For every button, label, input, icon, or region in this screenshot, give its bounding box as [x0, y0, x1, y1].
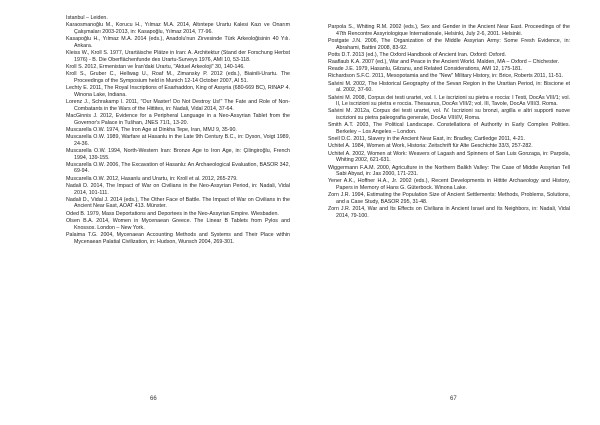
bibliography-entry: Uchitel A. 1984, Women at Work, Historia: Zeitschrift für Alte Geschichte 33/3, 257-282. — [328, 143, 533, 150]
page-number: 66 — [150, 396, 157, 402]
bibliography-entry: Muscarella O.W. 1974, The Iron Age at Dinkha Tepe, Iran, MMJ 9, 35-90. — [66, 126, 237, 133]
bibliography-entry: Istanbul – Leiden. — [66, 15, 108, 21]
bibliography-entry: Muscarella O.W. 1994, North-Western Iran: Bronze Age to Iron Age, in: Çilingiroğlu, French 1994, 139-155. — [66, 147, 290, 161]
bibliography-entry: Uchitel A. 2002, Women at Work: Weavers of Lagash and Spinners of San Luis Gonzaga, in: Parpola, Whiting 2002, 621-631. — [328, 150, 570, 164]
bibliography-entry: Parpola S., Whiting R.M. 2002 (eds.), Sex and Gender in the Ancient Near East. Proceedings of the 47th Rencontre Assyriologique Internationale, Helsinki, July 2-6, 2001. Helsinki. — [328, 24, 570, 37]
bibliography-entry: Nadali D., Vidal J. 2014 (eds.), The Other Face of Battle. The Impact of War on Civilians in the Ancient Near East, AOAT 413. Münster. — [66, 196, 290, 210]
bibliography-entry: Raaflaub K.A. 2007 (ed.), War and Peace in the Ancient World. Malden, MA – Oxford – Chichester. — [328, 59, 560, 66]
bibliography-entry: MacGinnis J. 2012, Evidence for a Peripheral Language in a Neo-Assyrian Tablet from the Governor's Palace in Tušhan, JNES 71/1, 13-20. — [66, 112, 290, 126]
bibliography-entry: Wiggermann F.A.M. 2000, Agriculture in the Northern Balikh Valley: The Case of Middle Assyrian Tell Sabi Abyad, in: Jas 2000, 171-231. — [328, 164, 570, 178]
bibliography-entry: Oded B. 1979, Mass Deportations and Deportees in the Neo-Assyrian Empire. Wiesbaden. — [66, 210, 279, 217]
bibliography-entry: Smith A.T. 2003, The Political Landscape. Constellations of Authority in Early Complex Polities. Berkeley – Los Angeles – London. — [328, 122, 570, 136]
bibliography-entry: Muscarella O.W. 2012, Hasanlu and Urartu, in: Kroll et al. 2012, 265-279. — [66, 175, 238, 182]
bibliography-entry: Kroll S. 2012, Ermenistan ve İran'daki Urartu, "Aktuel Arkeoloji" 30, 140-146. — [66, 63, 245, 70]
bibliography-entry: Muscarella O.W. 1989, Warfare at Hasanlu in the Late 9th Century B.C., in: Dyson, Voigt 1989, 24-36. — [66, 133, 290, 147]
left-bibliography-list — [66, 15, 290, 245]
bibliography-entry: Kasapoğlu H., Yılmaz M.A. 2014 (eds.), Anadolu'nun Zirvesinde Türk Arkeoloğisinin 40 Yılı. Ankara. — [66, 36, 290, 49]
page-number: 67 — [450, 396, 457, 402]
bibliography-entry: Palaima T.G. 2004, Mycenaean Accounting Methods and Systems and Their Place within Mycenaean Palatial Civilization, in: Hudson, Wunsch 2004, 269-301. — [66, 231, 290, 245]
bibliography-entry: Richardson S.F.C. 2011, Mesopotamia and the "New" Military History, in: Brice, Roberts 2011, 11-51. — [328, 73, 564, 80]
bibliography-entry: Snell D.C. 2011, Slavery in the Ancient Near East, in: Bradley, Cartledge 2011, 4-21. — [328, 136, 525, 143]
bibliography-entry: Zorn J.R. 1994, Estimating the Population Size of Ancient Settlements: Methods, Problems, Solutions, and a Case Study, BASOR 295, 31-48. — [328, 192, 570, 206]
bibliography-entry: Lechty E. 2011, The Royal Inscriptions of Esarhaddon, King of Assyria (680-669 BC), RINAP 4. Winona Lake, Indiana. — [66, 85, 290, 98]
bibliography-entry: Muscarella O.W. 2006, The Excavation of Hasanlu: An Archaeological Evaluation, BASOR 342, 69-94. — [66, 161, 290, 175]
bibliography-entry: Salvini M. 2012a, Corpus dei testi urartei, vol. IV. Iscrizioni su bronzi, argilla e altri supporti nuove iscrizioni su pietra paleografia generale, DocAs VIII/IV, Roma. — [328, 108, 570, 122]
bibliography-entry: Salvini M. 2008, Corpus dei testi urartei, vol. I. Le iscrizioni su pietra e roccia: I Testi, DocAs VIII/1; vol. II, Le iscrizioni su pietra e roccia. Thesaurus, DocAs VIII/2; vol. III, Tavole, DocAs VIII/3. Roma. — [328, 94, 570, 108]
bibliography-entry: Olsen B.A. 2014, Women in Mycenaean Greece. The Linear B Tablets from Pylos and Knossos. London – New York. — [66, 217, 290, 231]
bibliography-entry: Salvini M. 2002, The Historical Geography of the Sevan Region in the Urartian Period, in: Biscione et al. 2002, 37-60. — [328, 80, 570, 94]
bibliography-entry: Kroll S., Gruber C., Hellwag U., Roaf M., Zimansky P. 2012 (eds.), Biainili-Urartu. The Proceedings of the Symposium held in Munich 12-14 October 2007, AI 51. — [66, 71, 290, 84]
bibliography-entry: Nadali D. 2014, The Impact of War on Civilians in the Neo-Assyrian Period, in: Nadali, Vidal 2014, 101-111. — [66, 182, 290, 196]
bibliography-entry: Yener A.K., Hoffner H.A., Jr. 2002 (eds.), Recent Developments in Hittite Archaeology and History, Papers in Memory of Hans G. Güterbock. Winona Lake. — [328, 178, 570, 192]
bibliography-entry: Potts D.T. 2013 (ed.), The Oxford Handbook of Ancient Iran. Oxford: Oxford. — [328, 51, 507, 58]
bibliography-entry: Reade J.E. 1979, Hasanlu, Gilzanu, and Related Considerations, AMI 12, 175-181. — [328, 66, 523, 73]
bibliography-entry: Kleiss W., Kroll S. 1977, Urartäische Plätze in Iran: A. Architektur (Stand der Forschung Herbst 1976) - B. Die Oberflächenfunde des Urartu-Surveys 1976, AMI 10, 53-118. — [66, 50, 290, 63]
bibliography-entry: Zorn J.R. 2014, War and Its Effects on Civilians in Ancient Israel and Its Neighbors, in: Nadali, Vidal 2014, 79-100. — [328, 206, 570, 219]
bibliography-entry: Postgate J.N. 2006, The Organization of the Middle Assyrian Army: Some Fresh Evidence, in: Abrahami, Battini 2008, 83-92. — [328, 37, 570, 51]
bibliography-entry: Karaosmanoğlu M., Korucu H., Yılmaz M.A. 2014, Altıntepe Urartu Kalesi Kazı ve Onarım Çalışmaları 2003-2013, in: Kasapoğlu, Yılmaz 2014, 77-96. — [66, 22, 290, 35]
bibliography-entry: Lorenz J., Schrakamp I. 2011, "Our Master! Do Not Destroy Us!" The Fate and Role of Non-Combatants in the Wars of the Hittites, in: Nadali, Vidal 2014, 37-64. — [66, 98, 290, 112]
right-bibliography-list — [328, 24, 570, 220]
right-page — [300, 0, 600, 425]
